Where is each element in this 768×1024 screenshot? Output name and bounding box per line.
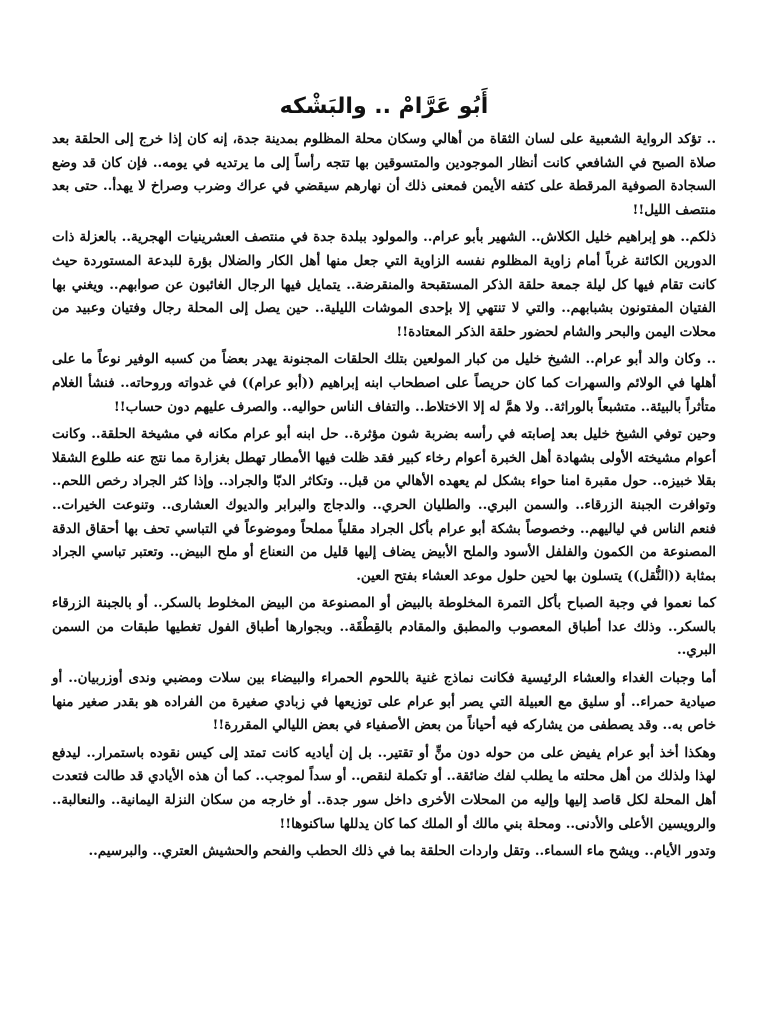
document-body [52, 128, 716, 864]
paragraph: وحين توفي الشيخ خليل بعد إصابته في رأسه بضربة شون مؤثرة.. حل ابنه أبو عرام مكانه في مشيخة الحلقة.. وكانت أعوام مشيخته الأولى بشهادة أهل الخبرة أعوام رخاء كبير فقد ظلت فيها الأمطار تهطل بغزارة مما نتج عنه طلوع الشقلا بقلا خبيزه.. حول مقبرة امنا حواء بشكل لم يعهده الأهالي من قبل.. وتكاثر الدبّا والجراد.. وإذا كثر الجراد رخص اللحم.. وتوافرت الجبنة الزرقاء.. والسمن البري.. والطليان الحري.. والدجاج والبرابر والديوك العشارى.. وتنوعت الخيرات.. فنعم الناس في لياليهم.. وخصوصاً بشكة أبو عرام بأكل الجراد مقلياً مملحاً وموضوعاً في التباسي تحف بها أحقاق الدقة المصنوعة من الكمون والفلفل الأسود والملح الأبيض يضاف إليها قليل من النعناع أو ملح البيض.. وتعتبر تباسي الجراد بمثابة ((النُّقل)) يتسلون بها لحين حلول موعد العشاء بفتح العين. [52, 426, 716, 584]
paragraph: ذلكم.. هو إبراهيم خليل الكلاش.. الشهير بأبو عرام.. والمولود ببلدة جدة في منتصف العشرينيات الهجرية.. بالعزلة ذات الدورين الكائنة غرباً أمام زاوية المظلوم نفسه الزاوية التي جعل منها أهل الكار والضلال بؤرة للبدعة المستوردة حيث كانت تقام فيها كل ليلة جمعة حلقة الذكر المستقبحة والمنقرضة.. يتمايل فيها الرجال الغائبون عن صوابهم.. ويغني بها الفتيان المفتونون بشبابهم.. والتي لا تنتهي إلا بإحدى الموشات الليلية.. حين يصل إلى المحلة رجال وفتيان وعبيد من محلات اليمن والبحر والشام لحضور حلقة الذكر المعتادة!! [52, 229, 716, 340]
paragraph: وهكذا أخذ أبو عرام يفيض على من حوله دون منٍّ أو تقتير.. بل إن أياديه كانت تمتد إلى كيس نقوده باستمرار.. ليدفع لهذا ولذلك من أهل محلته ما يطلب لفك ضائقة.. أو تكملة لنقص.. أو سداً لموجب.. كما أن هذه الأيادي قد طالت فتعدت أهل المحلة لكل قاصد إليها وإليه من المحلات الأخرى داخل سور جدة.. أو خارجه من سكان النزلة اليمانية.. والنعالبة.. والرويسين الأعلى والأدنى.. ومحلة بني مالك أو الملك كما كان يدللها ساكنوها!! [52, 744, 716, 832]
paragraph: أما وجبات الغداء والعشاء الرئيسية فكانت نماذج غنية باللحوم الحمراء والبيضاء بين سلات ومضبي وندى أوزربيان.. أو صيادية حمراء.. أو سليق مع العبيلة التي يصر أبو عرام على توزيعها في زبادي صغيرة من الفراده هو بقدر صغير منها خاص به.. وقد يصطفى من يشاركه فيه أحياناً من بعض الأصفياء في بعض الليالي المقررة!! [52, 670, 716, 734]
paragraph: .. وكان والد أبو عرام.. الشيخ خليل من كبار المولعين بتلك الحلقات المجنونة يهدر بعضاً من كسبه الوفير نوعاً ما على أهلها في الولائم والسهرات كما كان حريصاً على اصطحاب ابنه إبراهيم ((أبو عرام)) في غدواته وروحاته.. فنشأ الغلام متأثراً بالبيئة.. متشبعاً بالوراثة.. ولا همَّ له إلا الاختلاط.. والتفاف الناس حواليه.. والصرف عليهم دون حساب!! [52, 351, 716, 415]
paragraph: وتدور الأيام.. ويشح ماء السماء.. وتقل واردات الحلقة بما في ذلك الحطب والفحم والحشيش العتري.. والبرسيم.. [88, 843, 716, 860]
paragraph: .. تؤكد الرواية الشعبية على لسان الثقاة من أهالي وسكان محلة المظلوم بمدينة جدة، إنه كان إذا خرج إلى الحلقة بعد صلاة الصبح في الشافعي كانت أنظار الموجودين والمتسوقين بها تتجه رأساً إلى ما يرتديه في يومه.. فإن كان قد وضع السجادة الصوفية المرقطة على كتفه الأيمن فمعنى ذلك أن نهارهم سيقضي في عراك وضرب وصراخ لا يهدأ.. حتى بعد منتصف الليل!! [52, 131, 716, 218]
document-title: أَبُو عَرَّامْ .. والبَشْكه [279, 94, 489, 119]
paragraph: كما نعموا في وجبة الصباح بأكل التمرة المخلوطة بالبيض أو المصنوعة من البيض المخلوط بالسكر.. أو بالجبنة الزرقاء بالسكر.. وذلك عدا أطباق المعصوب والمطبق والمقادم بالقِطْقَة.. وبجوارها أطباق الفول تغطيها طبقات من السمن البري.. [52, 595, 716, 659]
